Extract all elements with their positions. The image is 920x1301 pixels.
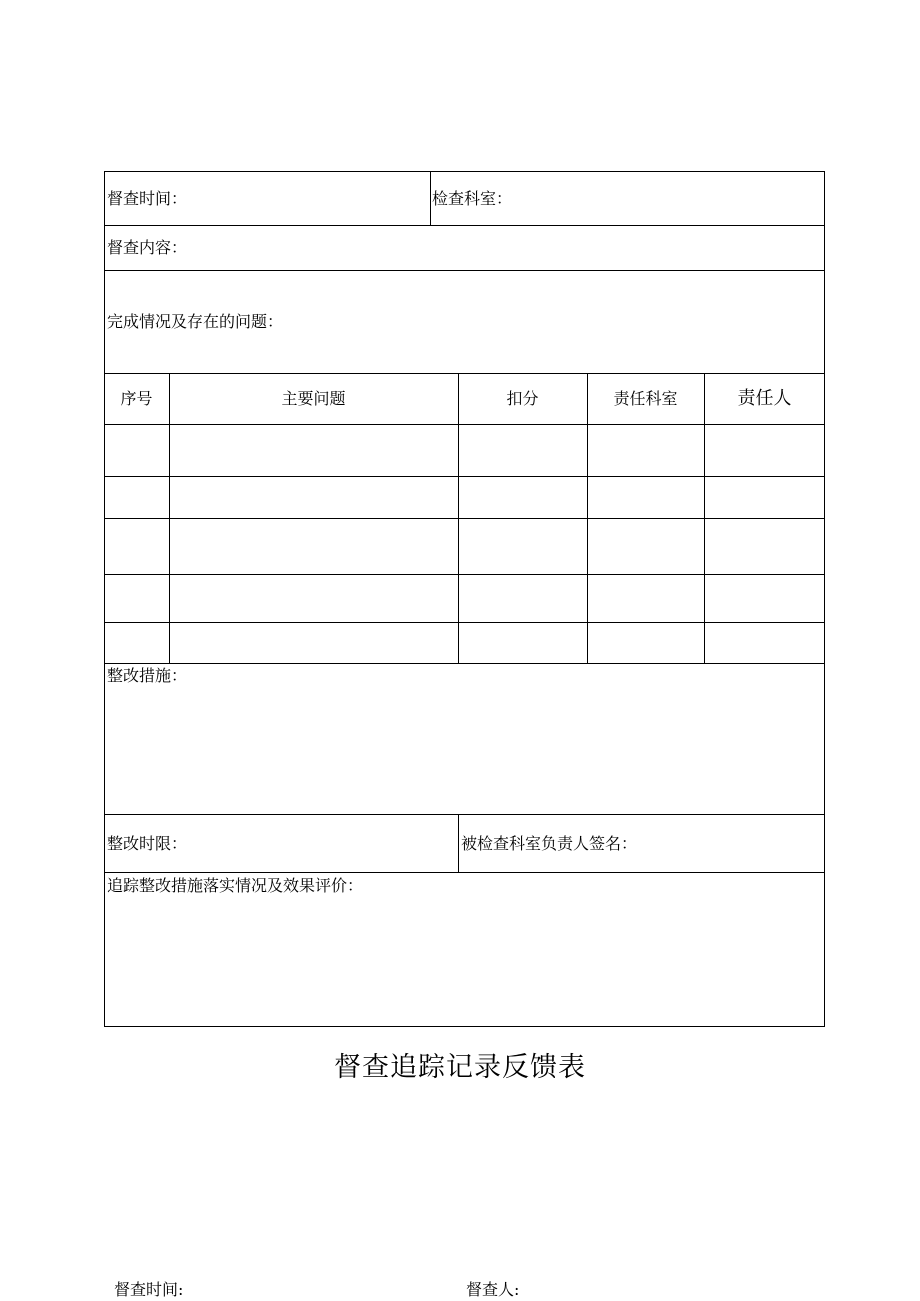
rectification-deadline-label: 整改时限： <box>107 834 188 853</box>
header-main-issue: 主要问题 <box>281 389 346 408</box>
table-border <box>104 171 825 1027</box>
col-divider <box>704 373 705 663</box>
header-deduction: 扣分 <box>506 389 539 408</box>
inspected-dept-label: 检查科室： <box>432 189 513 208</box>
header-responsible-dept: 责任科室 <box>613 389 678 408</box>
row-divider <box>104 574 825 575</box>
rectification-measures-label: 整改措施： <box>107 666 188 685</box>
row-divider <box>104 225 825 226</box>
header-serial-no: 序号 <box>120 389 153 408</box>
followup-evaluation-label: 追踪整改措施落实情况及效果评价： <box>107 876 364 895</box>
row-divider <box>104 424 825 425</box>
footer-supervisor-label: 督查人: <box>466 1280 520 1299</box>
header-responsible-person: 责任人 <box>737 388 792 409</box>
col-divider <box>169 373 170 663</box>
row-divider <box>104 622 825 623</box>
col-divider <box>458 373 459 663</box>
col-divider <box>587 373 588 663</box>
document-title: 督查追踪记录反馈表 <box>334 1052 586 1083</box>
footer-time-label: 督查时间: <box>114 1280 184 1299</box>
dept-head-signature-label: 被检查科室负责人签名： <box>461 834 638 853</box>
completion-status-label: 完成情况及存在的问题： <box>107 312 284 331</box>
col-divider <box>458 814 459 872</box>
row-divider <box>104 872 825 873</box>
supervision-content-label: 督查内容： <box>107 238 188 257</box>
row-divider <box>104 373 825 374</box>
row-divider <box>104 663 825 664</box>
supervision-time-label: 督查时间： <box>107 189 188 208</box>
row-divider <box>104 814 825 815</box>
row-divider <box>104 518 825 519</box>
col-divider <box>430 171 431 225</box>
row-divider <box>104 476 825 477</box>
row-divider <box>104 270 825 271</box>
